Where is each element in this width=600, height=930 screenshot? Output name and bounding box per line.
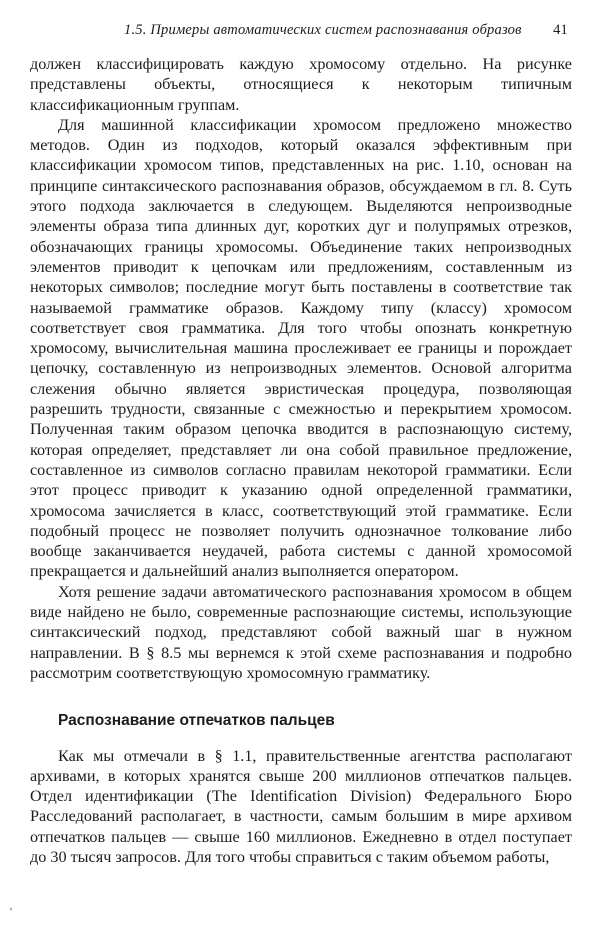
paragraph: Хотя решение задачи автоматического распознавания хромосом в общем виде найдено не было, современные распознающие системы, использующие синтаксический подход, представляют собой важный шаг в нужном направлении. В § 8.5 мы вернемся к этой схеме распознавания и подробно рассмотрим соответствующую хромосомную грамматику. (30, 582, 572, 682)
body-text (30, 54, 572, 867)
paragraph: Как мы отмечали в § 1.1, правительственные агентства располагают архивами, в которых хранятся свыше 200 миллионов отпечатков пальцев. Отдел идентификации (The Identification Division) Федерального Бюро Расследований располагает, в частности, самым большим в мире архивом отпечатков пальцев — свыше 160 миллионов. Ежедневно в отдел поступает до 30 тысяч запросов. Для того чтобы справиться с таким объемом работы, (30, 746, 572, 866)
section-heading: Распознавание отпечатков пальцев (58, 712, 335, 730)
running-header (30, 22, 572, 46)
margin-mark: ' (10, 906, 12, 918)
paragraph: Для машинной классификации хромосом предложено множество методов. Один из подходов, который оказался эффективным при классификации хромосом типов, представленных на рис. 1.10, основан на принципе синтаксического распознавания образов, обсуждаемом в гл. 8. Суть этого подхода заключается в следующем. Выделяются непроизводные элементы образа типа длинных дуг, коротких дуг и полупрямых отрезков, обозначающих границы хромосомы. Объединение таких непроизводных элементов приводит к цепочкам или предложениям, составленным из некоторых символов; последние могут быть поставлены в соответствие так называемой грамматике образов. Каждому типу (классу) хромосом соответствует своя грамматика. Для того чтобы опознать конкретную хромосому, вычислительная машина прослеживает ее границы и порождает цепочку, составленную из непроизводных элементов. Основой алгоритма слежения обычно является эвристическая процедура, позволяющая разрешить трудности, связанные с смежностью и перекрытием хромосом. Полученная таким образом цепочка вводится в распознающую систему, которая определяет, представляет ли она собой правильное предложение, составленное из символов согласно правилам некоторой грамматики. Если этот процесс приводит к указанию одной определенной грамматики, хромосома зачисляется в класс, соответствующий этой грамматике. Если подобный процесс не позволяет получить однозначное толкование либо вообще заканчивается неудачей, работа системы с данной хромосомой прекращается и дальнейший анализ выполняется оператором. (30, 115, 572, 581)
running-title: 1.5. Примеры автоматических систем распознавания образов (124, 22, 522, 38)
page-number: 41 (553, 22, 568, 38)
paragraph-continued: должен классифицировать каждую хромосому отдельно. На рисунке представлены объекты, относящиеся к некоторым типичным классификационным группам. (30, 55, 572, 114)
